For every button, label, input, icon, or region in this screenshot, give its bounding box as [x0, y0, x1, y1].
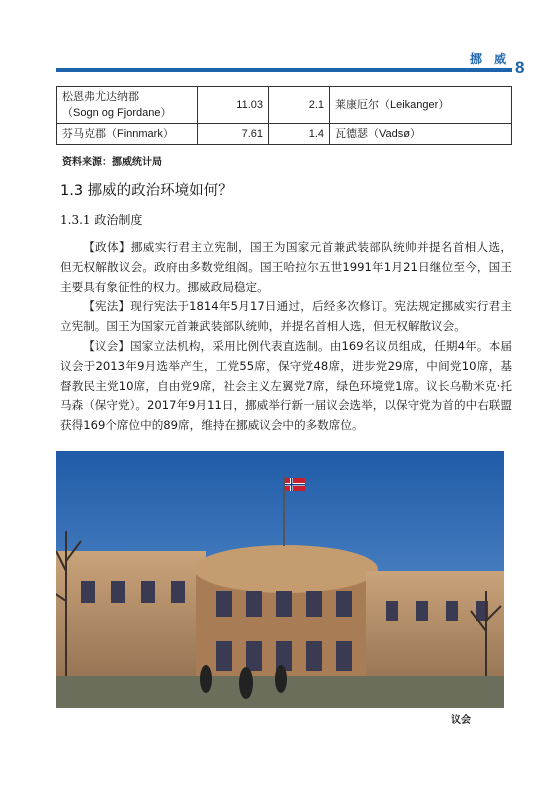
header-country-label: 挪 威: [470, 52, 511, 66]
source-note: 资料来源：挪威统计局: [62, 157, 162, 168]
table-row: [57, 124, 512, 145]
page-number: 8: [515, 58, 525, 77]
paragraph-constitution: 【宪法】现行宪法于1814年5月17日通过，后经多次修订。宪法规定挪威实行君主立宪制。国王为国家元首兼武装部队统帅，并提名首相人选，但无权解散议会。: [60, 299, 512, 334]
table-cell-capital: 莱康厄尔（Leikanger）: [330, 87, 512, 124]
paragraph-government: 【政体】挪威实行君主立宪制，国王为国家元首兼武装部队统帅并提名首相人选，但无权解散议会。政府由多数党组阁。国王哈拉尔五世1991年1月21日继位至今，国王主要具有象征性的权力。挪威政局稳定。: [60, 240, 512, 294]
table-cell-county: [57, 124, 198, 145]
subsection-title: 1.3.1 政治制度: [60, 213, 143, 227]
table-cell-county: [57, 87, 198, 124]
county-name: 松恩弗尤达纳郡: [62, 91, 139, 103]
table-row: [57, 87, 512, 124]
table-cell-value: 1.4: [269, 124, 330, 145]
header-rule: [56, 68, 512, 72]
county-name: 芬马克郡（Finnmark）: [62, 128, 174, 140]
section-title: 1.3 挪威的政治环境如何？: [60, 183, 233, 199]
table-cell-value: 11.03: [198, 87, 269, 124]
photo-caption: 议会: [451, 715, 471, 726]
table-cell-value: 2.1: [269, 87, 330, 124]
body-text: [60, 238, 512, 436]
county-table: [56, 86, 512, 145]
table-cell-value: 7.61: [198, 124, 269, 145]
table-cell-capital: 瓦德瑟（Vadsø）: [330, 124, 512, 145]
paragraph-parliament: 【议会】国家立法机构，采用比例代表直选制。由169名议员组成，任期4年。本届议会于2013年9月选举产生，工党55席，保守党48席，进步党29席，中间党10席，基督教民主党10席，自由党9席，社会主义左翼党7席，绿色环境党1席。议长乌勒米克·托马森（保守党）。2017年9月11日，挪威举行新一届议会选举，以保守党为首的中右联盟获得169个席位中的89席，维持在挪威议会中的多数席位。: [60, 338, 512, 433]
parliament-photo: [56, 451, 504, 708]
county-name-latin: （Sogn og Fjordane）: [62, 107, 172, 119]
